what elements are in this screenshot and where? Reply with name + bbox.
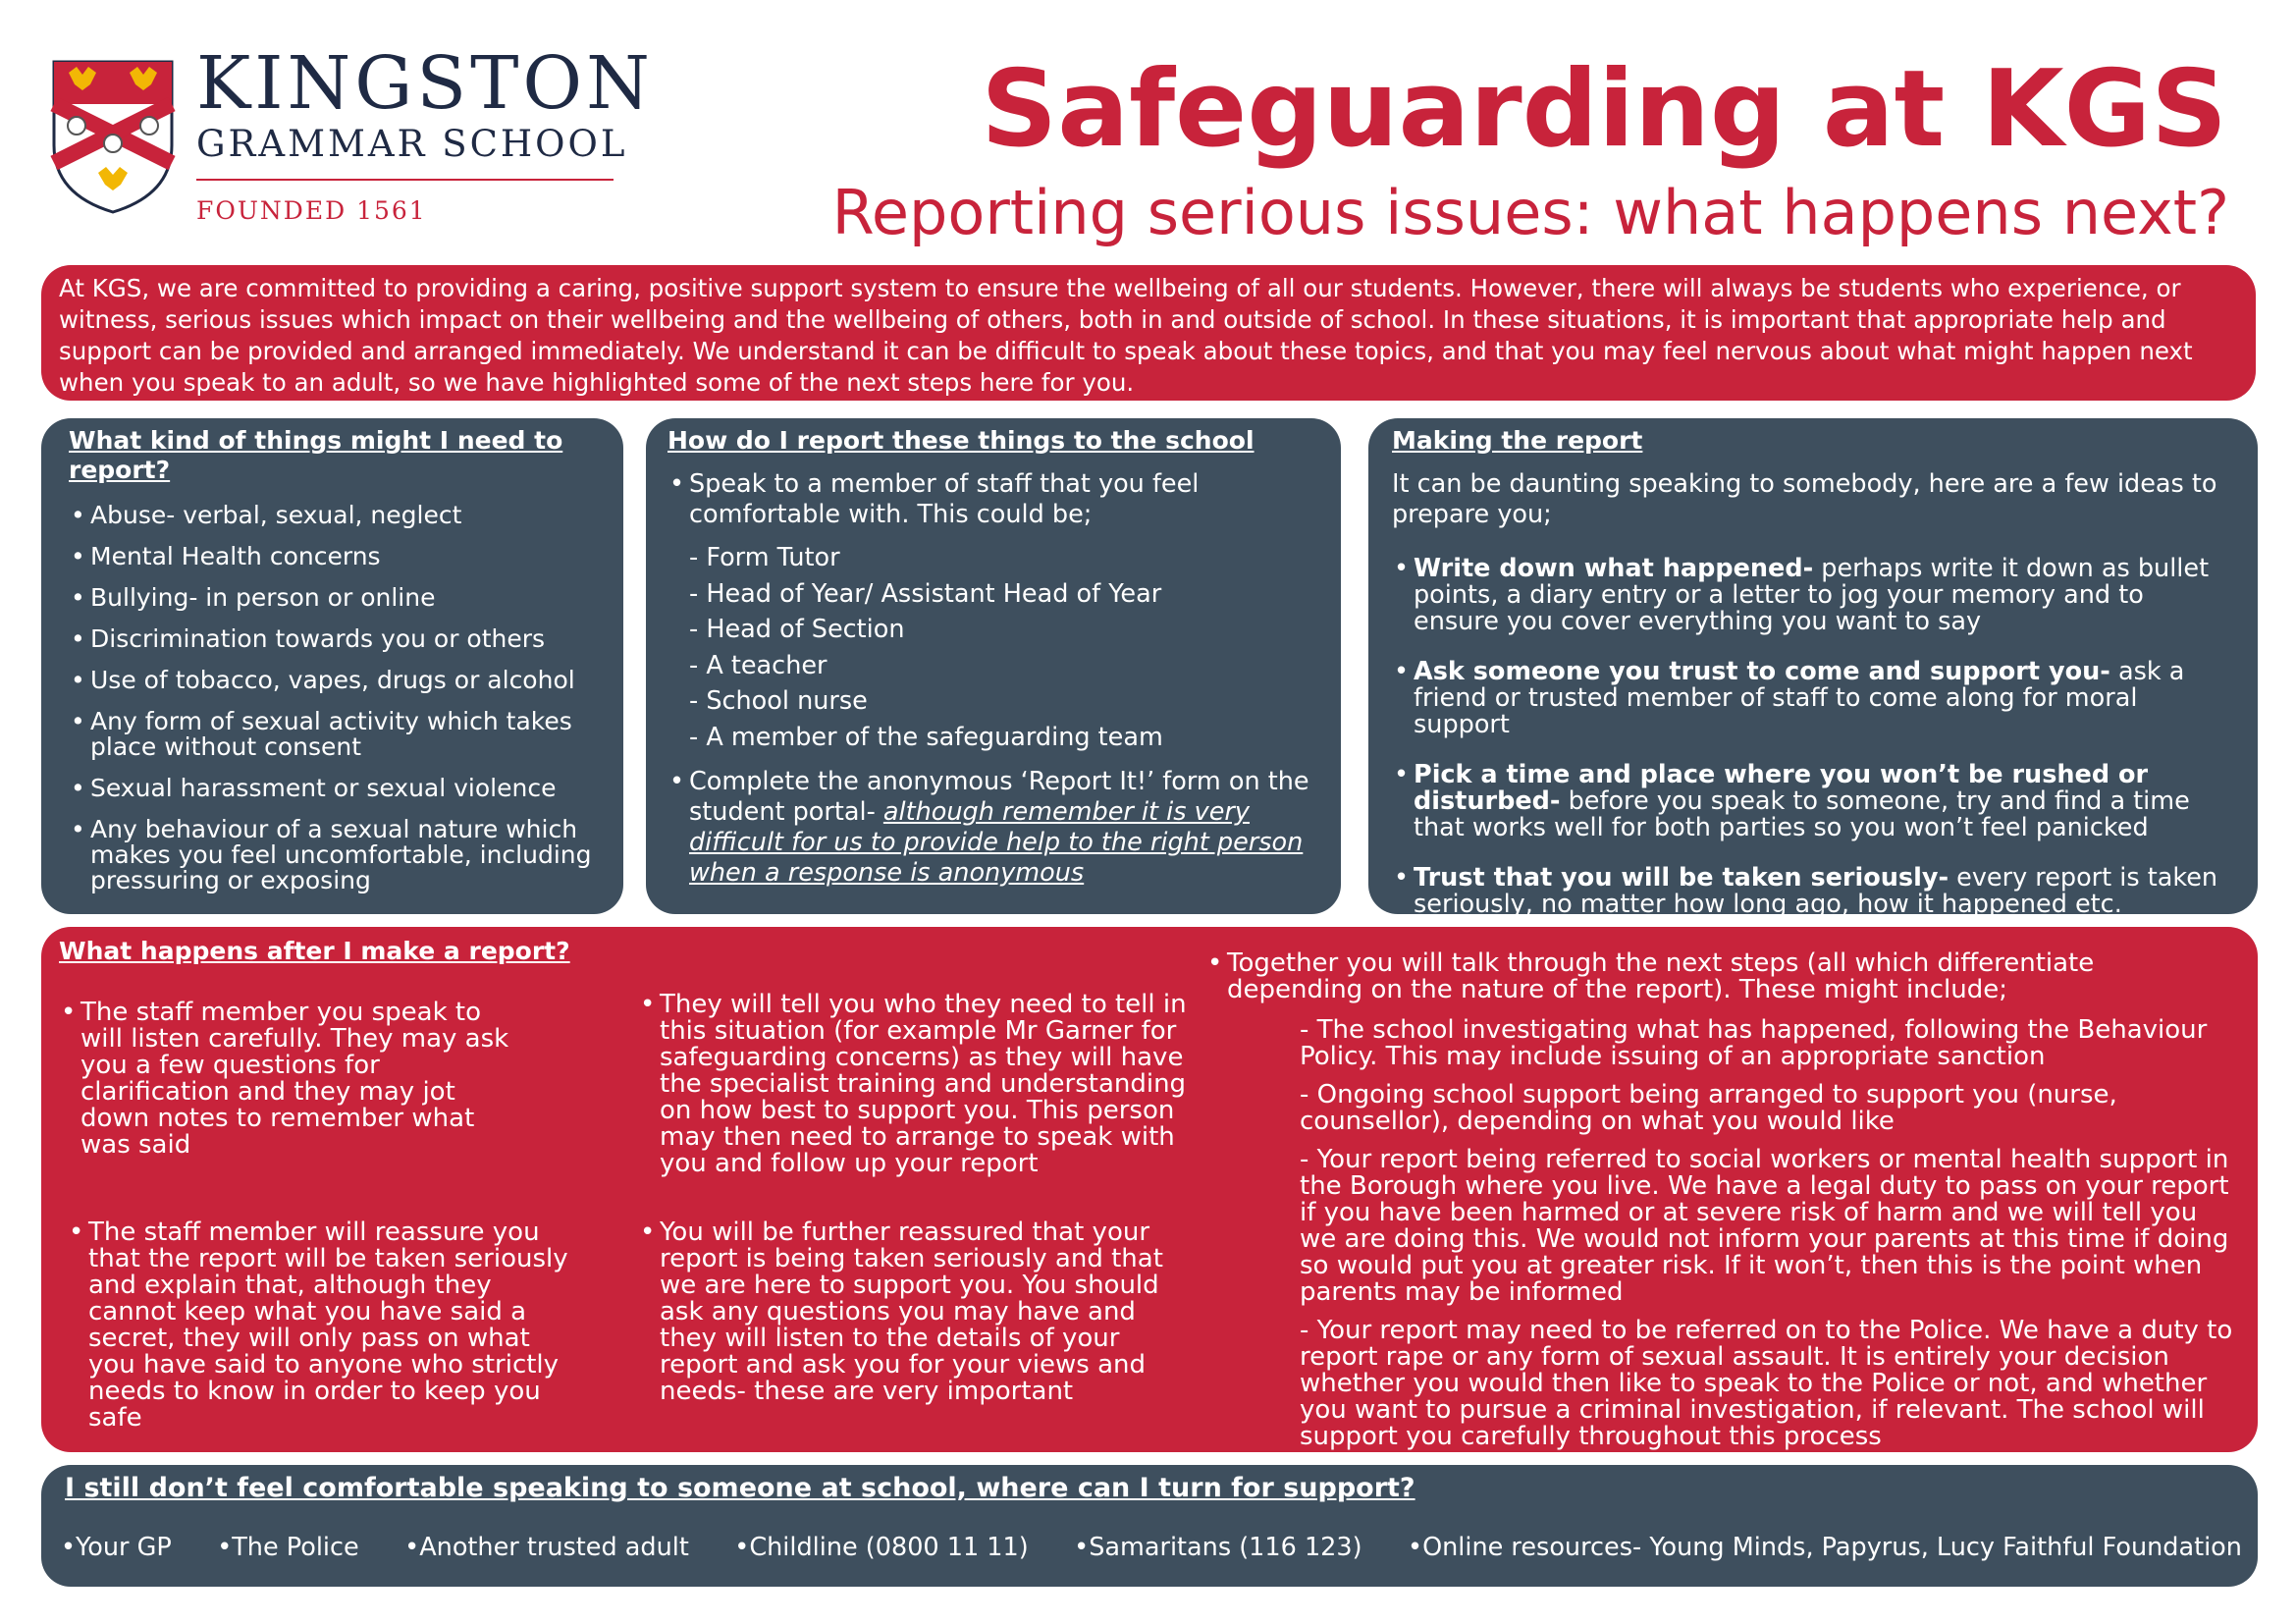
- after-col2-bottom: [638, 1219, 1188, 1405]
- intro-text: At KGS, we are committed to providing a caring, positive support system to ensure the wellbeing of all our students. However, there will always be students who experience, or witness, serious issues which impact on their wellbeing and the wellbeing of others, both in and outside of school. In these situations, it is important that appropriate help and support can be provided and arranged immediately. We understand it can be difficult to speak about these topics, and that you may feel nervous about what might happen next when you speak to an adult, so we have highlighted some of the next steps here for you.: [59, 274, 2193, 397]
- tip-item: [1392, 659, 2234, 738]
- how-to-report-panel: [646, 418, 1341, 914]
- staff-item: - School nurse: [689, 683, 1319, 720]
- tip-text: ask a friend or trusted member of staff to come along for moral support: [1414, 657, 2185, 739]
- report-it-list: [667, 767, 1319, 889]
- staff-item: - A teacher: [689, 648, 1319, 684]
- next-step-item: - Your report being referred to social workers or mental health support in the Borough where you live. We have a legal duty to pass on your report if you have been harmed or at severe risk of harm and we will tell you we are doing this. We would not inform your parents at this time if doing so would put you at greater risk. If it won’t, then this is the point when parents may be informed: [1300, 1147, 2236, 1306]
- next-step-item: - Ongoing school support being arranged to support you (nurse, counsellor), depending on what you would like: [1300, 1082, 2236, 1135]
- how-to-report-list: [667, 469, 1319, 530]
- next-step-item: - Your report may need to be referred on to the Police. We have a duty to report rape or any form of sexual assault. It is entirely your decision whether you would then like to speak to the Police or not, and whether you want to pursue a criminal investigation, if relevant. The school will support you carefully throughout this process: [1300, 1318, 2236, 1450]
- anonymous-note: although remember it is very difficult for us to provide help to the right person when a response is anonymous: [689, 797, 1304, 888]
- list-item: • They will tell you who they need to tell in this situation (for example Mr Garner for safeguarding concerns) as they will have the specialist training and understanding on how best to support you. This person may then need to arrange to speak with you and follow up your report: [638, 992, 1207, 1177]
- making-report-heading: Making the report: [1392, 426, 1643, 455]
- support-option: • Samaritans (116 123): [1074, 1532, 1362, 1563]
- staff-item: - Form Tutor: [689, 540, 1319, 576]
- after-report-heading: What happens after I make a report?: [59, 937, 570, 965]
- list-item: • Mental Health concerns: [69, 544, 596, 569]
- school-subname: GRAMMAR SCHOOL: [196, 123, 628, 165]
- tip-item: [1392, 762, 2234, 841]
- list-item: • You will be further reassured that your report is being taken seriously and that we are here to support you. You should ask any questions you may have and they will listen to the details of your report and ask you for your views and needs- these are very important: [638, 1219, 1188, 1405]
- tip-text: before you speak to someone, try and find a time that works well for both parties so you won’t feel panicked: [1414, 786, 2190, 842]
- tip-title: Ask someone you trust to come and support you-: [1414, 657, 2110, 686]
- after-col3: [1205, 950, 2236, 1462]
- support-option: • Your GP: [61, 1532, 172, 1563]
- tip-title: Write down what happened-: [1414, 554, 1814, 583]
- support-options: [61, 1532, 2242, 1563]
- report-it-text: Complete the anonymous ‘Report It!’ form on the student portal-: [689, 767, 1309, 827]
- page-subtitle: Reporting serious issues: what happens next?: [831, 177, 2229, 248]
- list-item: • Use of tobacco, vapes, drugs or alcohol: [69, 668, 596, 693]
- tip-text: perhaps write it down as bullet points, a diary entry or a letter to jog your memory and to ensure you cover everything you want to say: [1414, 554, 2210, 636]
- list-item: • Speak to a member of staff that you feel comfortable with. This could be;: [667, 469, 1319, 530]
- staff-item: - Head of Section: [689, 612, 1319, 648]
- school-crest-logo: [49, 57, 177, 214]
- after-col1-top: [59, 1000, 510, 1159]
- page-title: Safeguarding at KGS: [981, 48, 2227, 171]
- next-steps-list: [1205, 1017, 2236, 1450]
- support-option: • The Police: [217, 1532, 359, 1563]
- tip-title: Pick a time and place where you won’t be rushed or disturbed-: [1414, 760, 2149, 816]
- making-report-panel: [1368, 418, 2258, 919]
- intro-panel: [41, 265, 2256, 401]
- list-item: • Any behaviour of a sexual nature which makes you feel uncomfortable, including pressuring or exposing: [69, 817, 596, 893]
- tip-title: Trust that you will be taken seriously-: [1414, 863, 1949, 893]
- how-to-report-heading: How do I report these things to the school: [667, 426, 1255, 455]
- after-col1-bottom: [67, 1219, 577, 1432]
- what-to-report-panel: [41, 418, 623, 914]
- what-to-report-list: [69, 503, 596, 893]
- support-option: • Online resources- Young Minds, Papyrus, Lucy Faithful Foundation: [1408, 1532, 2242, 1563]
- next-steps-intro: [1205, 950, 2236, 1003]
- list-item: • Discrimination towards you or others: [69, 626, 596, 652]
- after-report-panel: [41, 927, 2258, 1452]
- list-item: • Any form of sexual activity which takes place without consent: [69, 709, 596, 760]
- list-item: • The staff member will reassure you that the report will be taken seriously and explain that, although they cannot keep what you have said a secret, they will only pass on what you have said to anyone who strictly needs to know in order to keep you safe: [67, 1219, 577, 1432]
- list-item: • The staff member you speak to will listen carefully. They may ask you a few questions for clarification and they may jot down notes to remember what was said: [59, 1000, 510, 1159]
- tip-item: [1392, 556, 2234, 635]
- support-option: • Childline (0800 11 11): [734, 1532, 1028, 1563]
- logo-divider: [196, 179, 614, 181]
- staff-list: [667, 540, 1319, 755]
- tip-text: every report is taken seriously, no matter how long ago, how it happened etc.: [1414, 863, 2218, 919]
- support-panel: [41, 1465, 2258, 1587]
- next-step-item: - The school investigating what has happened, following the Behaviour Policy. This may include issuing of an appropriate sanction: [1300, 1017, 2236, 1070]
- staff-item: - A member of the safeguarding team: [689, 720, 1319, 756]
- after-col2-top: [638, 992, 1207, 1177]
- tips-list: [1392, 556, 2234, 918]
- list-item: • Together you will talk through the next steps (all which differentiate depending on the nature of the report). These might include;: [1205, 950, 2236, 1003]
- list-item: [667, 767, 1319, 889]
- staff-item: - Head of Year/ Assistant Head of Year: [689, 576, 1319, 613]
- support-option: • Another trusted adult: [404, 1532, 689, 1563]
- list-item: • Abuse- verbal, sexual, neglect: [69, 503, 596, 528]
- list-item: • Sexual harassment or sexual violence: [69, 776, 596, 801]
- founded-line: FOUNDED 1561: [196, 196, 427, 225]
- what-to-report-heading: What kind of things might I need to report?: [69, 426, 563, 484]
- making-report-lead: It can be daunting speaking to somebody, here are a few ideas to prepare you;: [1392, 469, 2217, 529]
- school-name: KINGSTON: [196, 41, 654, 126]
- list-item: • Bullying- in person or online: [69, 585, 596, 611]
- support-heading: I still don’t feel comfortable speaking to someone at school, where can I turn for support?: [65, 1473, 1415, 1503]
- tip-item: [1392, 865, 2234, 918]
